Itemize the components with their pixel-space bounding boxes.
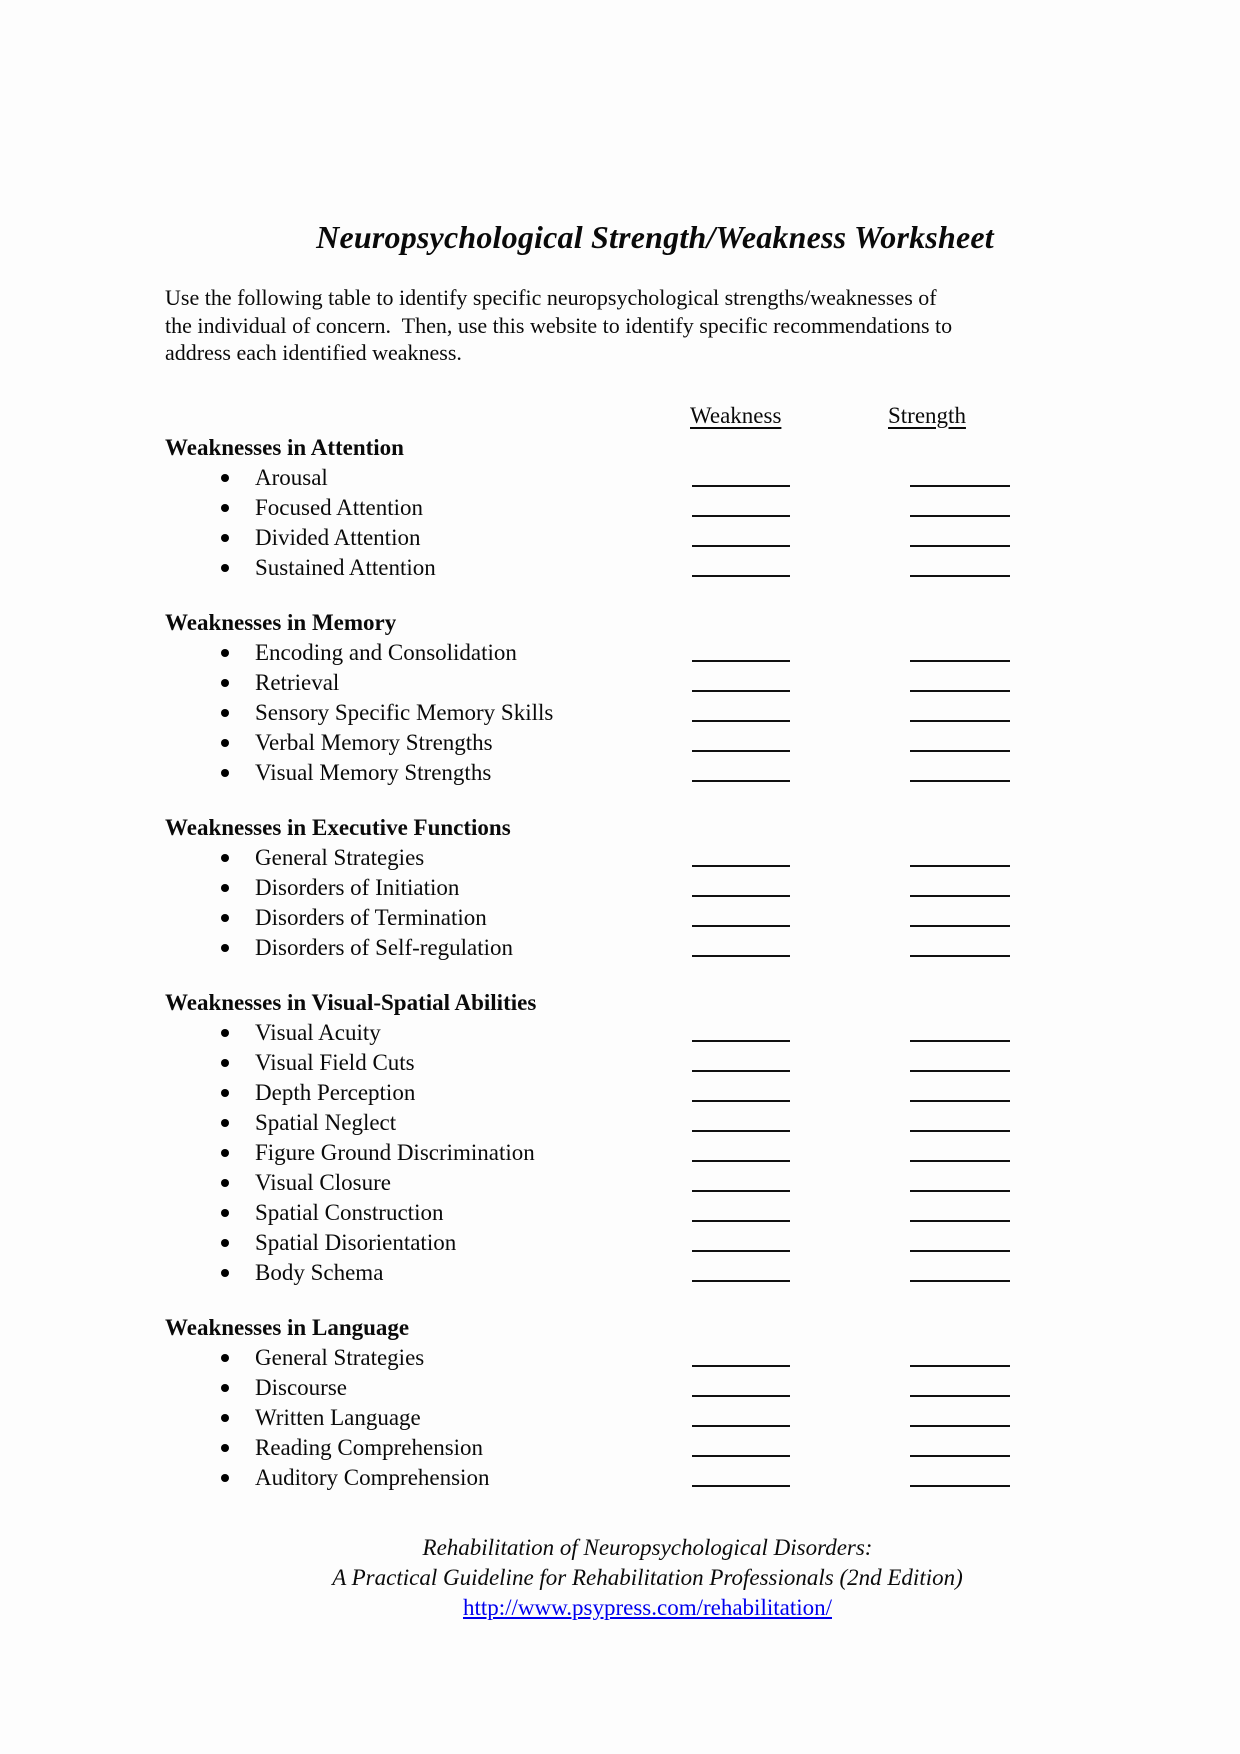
- weakness-blank-line: [692, 545, 790, 547]
- bullet-icon: [221, 709, 229, 717]
- weakness-blank-line: [692, 1130, 790, 1132]
- weakness-blank-line: [692, 1220, 790, 1222]
- table-row: [165, 1228, 1075, 1258]
- strength-blank-line: [910, 1250, 1010, 1252]
- item-label: Disorders of Termination: [255, 904, 487, 930]
- weakness-blank-line: [692, 780, 790, 782]
- strength-blank-line: [910, 575, 1010, 577]
- item-label: Focused Attention: [255, 494, 424, 520]
- strength-blank-line: [910, 485, 1010, 487]
- bullet-icon: [221, 1149, 229, 1157]
- footer-link[interactable]: http://www.psypress.com/rehabilitation/: [462, 1594, 832, 1620]
- table-row: [165, 1343, 1075, 1373]
- weakness-blank-line: [692, 925, 790, 927]
- strength-blank-line: [910, 1365, 1010, 1367]
- item-label: Disorders of Initiation: [255, 874, 460, 900]
- bullet-icon: [221, 769, 229, 777]
- strength-blank-line: [910, 660, 1010, 662]
- strength-blank-line: [910, 1160, 1010, 1162]
- bullet-icon: [221, 884, 229, 892]
- strength-column-header: Strength: [888, 402, 966, 428]
- bullet-icon: [221, 564, 229, 572]
- bullet-icon: [221, 1354, 229, 1362]
- bullet-icon: [221, 1029, 229, 1037]
- bullet-icon: [221, 739, 229, 747]
- weakness-blank-line: [692, 575, 790, 577]
- item-label: Discourse: [255, 1374, 347, 1400]
- strength-blank-line: [910, 1040, 1010, 1042]
- table-row: [165, 698, 1075, 728]
- weakness-blank-line: [692, 1160, 790, 1162]
- strength-blank-line: [910, 1220, 1010, 1222]
- bullet-icon: [221, 649, 229, 657]
- weakness-blank-line: [692, 1485, 790, 1487]
- strength-blank-line: [910, 1485, 1010, 1487]
- bullet-icon: [221, 854, 229, 862]
- item-label: Arousal: [255, 464, 328, 490]
- worksheet-table: [165, 433, 1075, 1493]
- section-heading: Weaknesses in Language: [165, 1314, 410, 1340]
- weakness-blank-line: [692, 865, 790, 867]
- table-row: [165, 728, 1075, 758]
- strength-blank-line: [910, 780, 1010, 782]
- table-row: [165, 553, 1075, 583]
- item-label: Depth Perception: [255, 1079, 416, 1105]
- section: [165, 813, 1075, 963]
- bullet-icon: [221, 1059, 229, 1067]
- table-row: [165, 1048, 1075, 1078]
- strength-blank-line: [910, 1100, 1010, 1102]
- strength-blank-line: [910, 515, 1010, 517]
- bullet-icon: [221, 474, 229, 482]
- weakness-blank-line: [692, 895, 790, 897]
- strength-blank-line: [910, 750, 1010, 752]
- table-row: [165, 873, 1075, 903]
- item-label: Divided Attention: [255, 524, 421, 550]
- weakness-blank-line: [692, 1190, 790, 1192]
- weakness-blank-line: [692, 1455, 790, 1457]
- bullet-icon: [221, 944, 229, 952]
- table-row: [165, 903, 1075, 933]
- strength-blank-line: [910, 1425, 1010, 1427]
- table-row: [165, 523, 1075, 553]
- column-header-row: [165, 403, 1075, 433]
- item-label: Spatial Neglect: [255, 1109, 397, 1135]
- strength-blank-line: [910, 545, 1010, 547]
- weakness-blank-line: [692, 1280, 790, 1282]
- footer-citation-line-2: A Practical Guideline for Rehabilitation Professionals (2nd Edition): [332, 1564, 963, 1590]
- weakness-blank-line: [692, 1395, 790, 1397]
- intro-line-3: address each identified weakness.: [165, 340, 462, 365]
- strength-blank-line: [910, 925, 1010, 927]
- intro-line-2: the individual of concern. Then, use this website to identify specific recommendations to: [165, 312, 953, 338]
- table-row: [165, 1168, 1075, 1198]
- item-label: General Strategies: [255, 844, 425, 870]
- intro-line-1: Use the following table to identify specific neuropsychological strengths/weaknesses of: [165, 285, 937, 310]
- strength-blank-line: [910, 1280, 1010, 1282]
- weakness-column-header: Weakness: [690, 402, 782, 428]
- page-title: Neuropsychological Strength/Weakness Worksheet: [316, 219, 994, 255]
- item-label: Auditory Comprehension: [255, 1464, 490, 1490]
- item-label: Visual Acuity: [255, 1019, 381, 1045]
- weakness-blank-line: [692, 1365, 790, 1367]
- item-label: Visual Field Cuts: [255, 1049, 415, 1075]
- section: [165, 988, 1075, 1288]
- table-row: [165, 1403, 1075, 1433]
- item-label: Figure Ground Discrimination: [255, 1139, 535, 1165]
- strength-blank-line: [910, 955, 1010, 957]
- table-row: [165, 638, 1075, 668]
- intro-paragraph: [165, 284, 1075, 367]
- item-label: Written Language: [255, 1404, 421, 1430]
- weakness-blank-line: [692, 1100, 790, 1102]
- bullet-icon: [221, 534, 229, 542]
- weakness-blank-line: [692, 1070, 790, 1072]
- strength-blank-line: [910, 1190, 1010, 1192]
- table-row: [165, 1198, 1075, 1228]
- strength-blank-line: [910, 1395, 1010, 1397]
- bullet-icon: [221, 504, 229, 512]
- table-row: [165, 758, 1075, 788]
- table-row: [165, 1138, 1075, 1168]
- bullet-icon: [221, 1414, 229, 1422]
- bullet-icon: [221, 1089, 229, 1097]
- section-heading: Weaknesses in Visual-Spatial Abilities: [165, 989, 537, 1015]
- strength-blank-line: [910, 720, 1010, 722]
- item-label: Spatial Disorientation: [255, 1229, 457, 1255]
- section-heading: Weaknesses in Executive Functions: [165, 814, 511, 840]
- item-label: Spatial Construction: [255, 1199, 444, 1225]
- strength-blank-line: [910, 865, 1010, 867]
- bullet-icon: [221, 1179, 229, 1187]
- bullet-icon: [221, 1239, 229, 1247]
- item-label: Sustained Attention: [255, 554, 436, 580]
- table-row: [165, 1258, 1075, 1288]
- item-label: Encoding and Consolidation: [255, 639, 517, 665]
- weakness-blank-line: [692, 720, 790, 722]
- strength-blank-line: [910, 1070, 1010, 1072]
- table-row: [165, 843, 1075, 873]
- strength-blank-line: [910, 690, 1010, 692]
- bullet-icon: [221, 1444, 229, 1452]
- item-label: Reading Comprehension: [255, 1434, 484, 1460]
- item-label: Sensory Specific Memory Skills: [255, 699, 554, 725]
- bullet-icon: [221, 1474, 229, 1482]
- weakness-blank-line: [692, 690, 790, 692]
- weakness-blank-line: [692, 955, 790, 957]
- item-label: Retrieval: [255, 669, 340, 695]
- item-label: Body Schema: [255, 1259, 384, 1285]
- bullet-icon: [221, 914, 229, 922]
- table-row: [165, 1433, 1075, 1463]
- item-label: General Strategies: [255, 1344, 425, 1370]
- strength-blank-line: [910, 1455, 1010, 1457]
- strength-blank-line: [910, 1130, 1010, 1132]
- table-row: [165, 1108, 1075, 1138]
- weakness-blank-line: [692, 1040, 790, 1042]
- bullet-icon: [221, 1269, 229, 1277]
- table-row: [165, 1373, 1075, 1403]
- section: [165, 433, 1075, 583]
- weakness-blank-line: [692, 1425, 790, 1427]
- weakness-blank-line: [692, 515, 790, 517]
- table-row: [165, 1018, 1075, 1048]
- item-label: Visual Closure: [255, 1169, 391, 1195]
- bullet-icon: [221, 1384, 229, 1392]
- table-row: [165, 1463, 1075, 1493]
- section-heading: Weaknesses in Memory: [165, 609, 397, 635]
- bullet-icon: [221, 1209, 229, 1217]
- weakness-blank-line: [692, 750, 790, 752]
- table-row: [165, 668, 1075, 698]
- weakness-blank-line: [692, 485, 790, 487]
- bullet-icon: [221, 679, 229, 687]
- weakness-blank-line: [692, 1250, 790, 1252]
- table-row: [165, 493, 1075, 523]
- item-label: Visual Memory Strengths: [255, 759, 492, 785]
- section-heading: Weaknesses in Attention: [165, 434, 404, 460]
- table-row: [165, 933, 1075, 963]
- table-row: [165, 463, 1075, 493]
- item-label: Verbal Memory Strengths: [255, 729, 493, 755]
- footer-citation-line-1: Rehabilitation of Neuropsychological Disorders:: [422, 1534, 873, 1560]
- item-label: Disorders of Self-regulation: [255, 934, 514, 960]
- footer-citation: [165, 1533, 1075, 1623]
- strength-blank-line: [910, 895, 1010, 897]
- weakness-blank-line: [692, 660, 790, 662]
- table-row: [165, 1078, 1075, 1108]
- bullet-icon: [221, 1119, 229, 1127]
- section: [165, 1313, 1075, 1493]
- section: [165, 608, 1075, 788]
